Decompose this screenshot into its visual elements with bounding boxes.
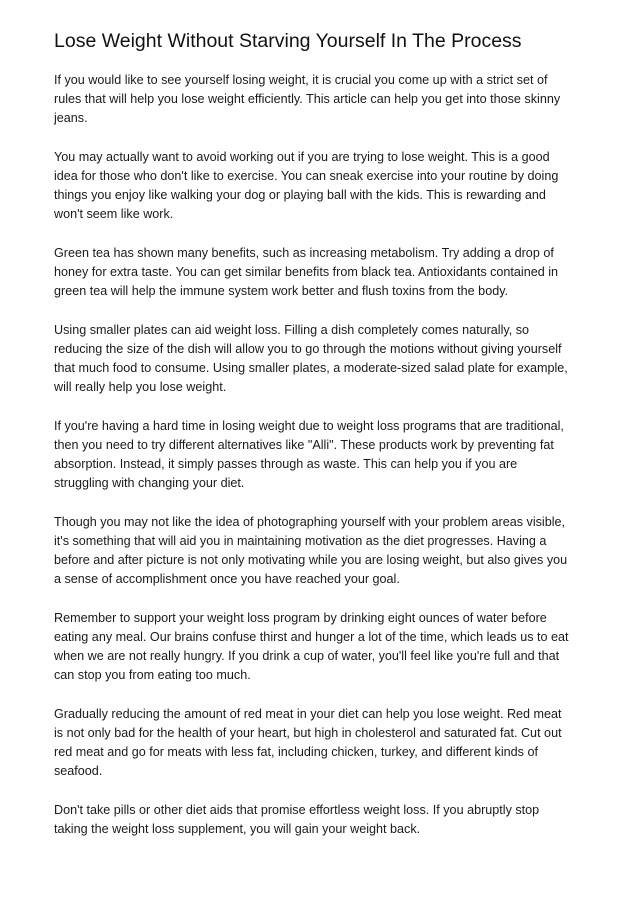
paragraph-line: Green tea has shown many benefits, such as increasing metabolism. Try adding a drop of [54, 245, 554, 260]
paragraph-line: a sense of accomplishment once you have reached your goal. [54, 572, 400, 587]
paragraph-line: Remember to support your weight loss program by drinking eight ounces of water before [54, 610, 547, 625]
paragraph-line: before and after picture is not only motivating while you are losing weight, but also gives you [54, 553, 568, 567]
paragraph-line: will really help you lose weight. [54, 380, 227, 395]
paragraph-exercise [54, 148, 594, 225]
paragraph-line: idea for those who don't like to exercise. You can sneak exercise into your routine by doing [54, 169, 559, 183]
paragraph-green-tea [54, 244, 594, 302]
paragraph-line: green tea will help the immune system work better and flush toxins from the body. [54, 284, 509, 299]
paragraph-line: Don't take pills or other diet aids that promise effortless weight loss. If you abruptly stop [54, 802, 540, 817]
paragraph-line: when we are not really hungry. If you drink a cup of water, you'll feel like you're full and that [54, 649, 560, 663]
paragraph-line: things you enjoy like walking your dog or playing ball with the kids. This is rewarding and [54, 188, 546, 203]
paragraph-line: won't seem like work. [54, 207, 174, 222]
paragraph-line: can stop you from eating too much. [54, 668, 251, 683]
paragraph-line: jeans. [54, 111, 88, 126]
paragraph-line: absorption. Instead, it simply passes through as waste. This can help you if you are [54, 457, 518, 471]
paragraph-intro [54, 71, 594, 129]
paragraph-line: then you need to try different alternatives like "Alli". These products work by preventing fat [54, 437, 554, 452]
paragraph-line: that much food to consume. Using smaller plates, a moderate-sized salad plate for example, [54, 361, 568, 375]
paragraph-photographs [54, 513, 594, 590]
paragraph-line: rules that will help you lose weight efficiently. This article can help you get into those skinny [54, 92, 561, 107]
paragraph-line: taking the weight loss supplement, you will gain your weight back. [54, 821, 421, 836]
paragraph-line: If you would like to see yourself losing weight, it is crucial you come up with a strict set of [54, 73, 548, 87]
paragraph-line: If you're having a hard time in losing weight due to weight loss programs that are traditional, [54, 418, 564, 433]
paragraph-line: Though you may not like the idea of photographing yourself with your problem areas visible, [54, 514, 566, 529]
paragraph-line: eating any meal. Our brains confuse thirst and hunger a lot of the time, which leads us to eat [54, 629, 569, 644]
page-title: Lose Weight Without Starving Yourself In The Process [54, 30, 522, 52]
paragraph-line: is not only bad for the health of your heart, but high in cholesterol and saturated fat. Cut out [54, 725, 562, 740]
paragraph-line: it's something that will aid you in maintaining motivation as the diet progresses. Having a [54, 533, 547, 548]
paragraph-smaller-plates [54, 321, 594, 398]
paragraph-line: Using smaller plates can aid weight loss. Filling a dish completely comes naturally, so [54, 322, 530, 337]
paragraph-line: Gradually reducing the amount of red meat in your diet can help you lose weight. Red meat [54, 706, 562, 721]
paragraph-line: seafood. [54, 764, 103, 779]
paragraph-red-meat [54, 705, 594, 782]
paragraph-line: struggling with changing your diet. [54, 476, 245, 491]
paragraph-line: honey for extra taste. You can get similar benefits from black tea. Antioxidants contained in [54, 265, 559, 279]
paragraph-diet-pills [54, 801, 594, 839]
paragraph-water [54, 609, 594, 686]
paragraph-line: reducing the size of the dish will allow you to go through the motions without giving yourself [54, 341, 562, 356]
paragraph-alternatives [54, 417, 594, 494]
paragraph-line: You may actually want to avoid working out if you are trying to lose weight. This is a good [54, 149, 550, 164]
paragraph-line: red meat and go for meats with less fat, including chicken, turkey, and different kinds of [54, 745, 538, 759]
document-page [54, 28, 594, 858]
